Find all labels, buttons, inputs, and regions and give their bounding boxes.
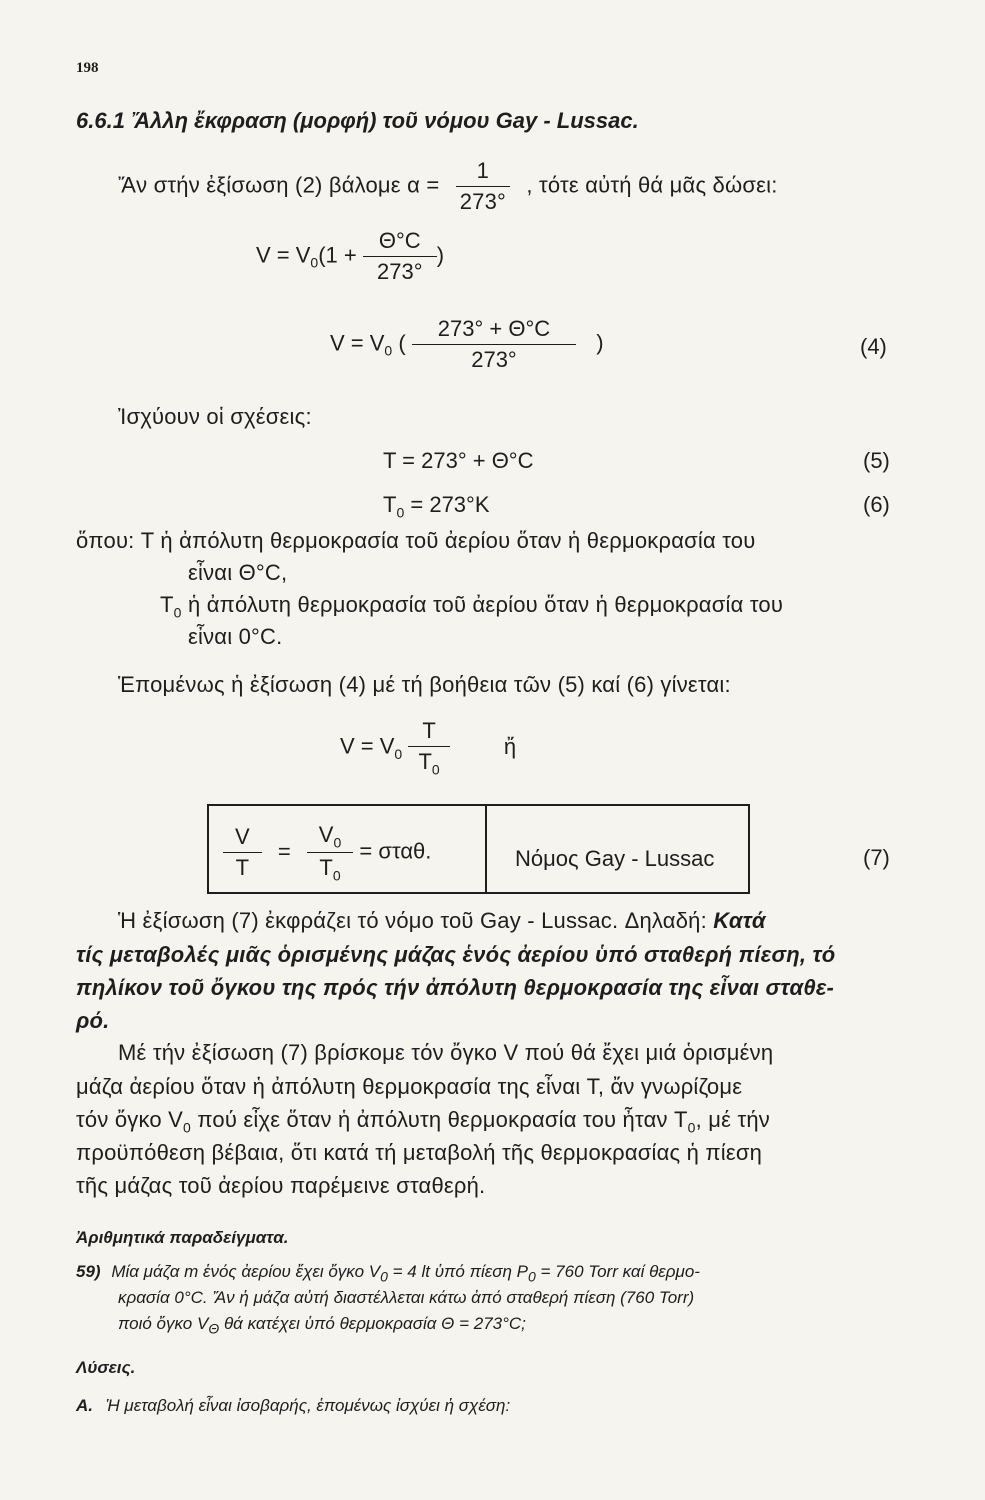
alpha-fraction xyxy=(456,158,510,215)
law-v0-over-t0 xyxy=(307,822,353,884)
intro-line xyxy=(118,158,778,215)
eq-b-den-sub: 0 xyxy=(431,761,440,778)
law-text-line-3: πηλίκον τοῦ ὄγκου της πρός τήν ἀπόλυτη θερμοκρασία της εἶναι σταθε- xyxy=(76,975,835,1000)
law-equals: = xyxy=(277,838,291,864)
intro-prefix: Ἄν στήν ἐξίσωση (2) βάλομε α = xyxy=(118,172,440,198)
eq4-fraction xyxy=(412,316,576,373)
eq-a-num: Θ°C xyxy=(363,228,437,257)
eq4-left: V = V xyxy=(330,330,385,356)
law-box xyxy=(207,804,750,894)
eq6-right: = 273°K xyxy=(410,492,490,517)
para2-l3c: , μέ τήν xyxy=(695,1107,771,1132)
law-text-line-4: ρό. xyxy=(76,1008,110,1033)
eq-a-open: (1 + xyxy=(318,242,357,268)
solutions-heading: Λύσεις. xyxy=(76,1358,136,1377)
eq4-open: ( xyxy=(398,330,406,356)
example-59-line-3 xyxy=(118,1314,526,1336)
eq5-label: (5) xyxy=(863,448,890,473)
eq-b-den: T xyxy=(418,749,432,774)
para2-l3b: πού εἶχε ὅταν ἡ ἀπόλυτη θερμοκρασία του ἦταν T xyxy=(191,1107,688,1132)
eq-b-sub: 0 xyxy=(394,745,403,762)
section-title: 6.6.1 Ἄλλη ἔκφραση (μορφή) τοῦ νόμου Gay - Lussac. xyxy=(76,108,639,133)
eq4-sub: 0 xyxy=(384,342,393,359)
example-59-l1a: Μία μάζα m ἑνός ἀερίου ἔχει ὄγκο V xyxy=(111,1262,381,1281)
law-text-bold-1: Κατά xyxy=(713,908,766,933)
example-59-l1sub2: 0 xyxy=(528,1268,536,1285)
solution-a xyxy=(76,1396,510,1416)
consequently-line: Ἑπομένως ἡ ἐξίσωση (4) μέ τή βοήθεια τῶν (5) καί (6) γίνεται: xyxy=(118,672,731,697)
example-59-line-1 xyxy=(76,1262,700,1284)
eq4-den: 273° xyxy=(471,347,517,372)
law-constant: = σταθ. xyxy=(359,838,432,864)
example-59-l3b: θά κατέχει ὑπό θερμοκρασία Θ = 273°C; xyxy=(219,1314,526,1333)
para2-line-2: μάζα ἀερίου ὅταν ἡ ἀπόλυτη θερμοκρασία της εἶναι T, ἄν γνωρίζομε xyxy=(76,1074,743,1099)
law-text-line-1 xyxy=(118,908,766,934)
equation-4 xyxy=(330,316,604,373)
example-59-number: 59) xyxy=(76,1262,101,1281)
intro-suffix: , τότε αὐτή θά μᾶς δώσει: xyxy=(526,172,778,198)
where-t: T xyxy=(160,592,174,617)
where-line-3-rest: ἡ ἀπόλυτη θερμοκρασία τοῦ ἀερίου ὅταν ἡ θερμοκρασία του xyxy=(181,592,784,617)
where-line-3 xyxy=(160,592,783,620)
eq4-close: ) xyxy=(596,330,604,356)
relations-heading: Ἰσχύουν οἱ σχέσεις: xyxy=(118,404,312,429)
example-59-line-2: κρασία 0°C. Ἄν ἡ μάζα αὐτή διαστέλλεται κάτω ἀπό σταθερή πίεση (760 Torr) xyxy=(118,1288,695,1307)
eq-a-sub: 0 xyxy=(310,254,319,271)
eq4-label: (4) xyxy=(860,334,887,359)
law-name: Νόμος Gay - Lussac xyxy=(515,846,715,871)
para2-line-5: τῆς μάζας τοῦ ἀερίου παρέμεινε σταθερή. xyxy=(76,1173,486,1198)
law-v0: V xyxy=(318,822,334,847)
para2-l3sub: 0 xyxy=(183,1119,192,1136)
law-v0-sub: 0 xyxy=(333,834,342,851)
equation-ratio xyxy=(340,718,516,777)
law-formula xyxy=(223,822,431,884)
equation-expansion xyxy=(256,228,444,285)
equation-6 xyxy=(383,492,490,520)
law-text-line-2: τίς μεταβολές μιᾶς ὁρισμένης μάζας ἑνός ἀερίου ὑπό σταθερή πίεση, τό xyxy=(76,942,836,967)
eq-a-fraction xyxy=(363,228,437,285)
eq4-num: 273° + Θ°C xyxy=(412,316,576,345)
solution-a-label: A. xyxy=(76,1396,93,1415)
para2-line-1: Μέ τήν ἐξίσωση (7) βρίσκομε τόν ὄγκο V πού θά ἔχει μιά ὁρισμένη xyxy=(118,1040,774,1065)
solution-a-text: Ἡ μεταβολή εἶναι ἰσοβαρής, ἑπομένως ἰσχύει ἡ σχέση: xyxy=(105,1396,511,1415)
examples-heading: Ἀριθμητικά παραδείγματα. xyxy=(76,1228,289,1247)
example-59-l3sub: Θ xyxy=(208,1320,220,1337)
example-59-l3a: ποιό ὄγκο V xyxy=(118,1314,209,1333)
para2-l3sub2: 0 xyxy=(687,1119,696,1136)
eq-b-left: V = V xyxy=(340,733,395,759)
example-59-l1sub: 0 xyxy=(380,1268,388,1285)
where-line-2: εἶναι Θ°C, xyxy=(188,560,288,585)
eq-b-num: T xyxy=(408,718,449,747)
law-t0: T xyxy=(319,855,333,881)
law-t: T xyxy=(235,855,250,881)
alpha-numerator: 1 xyxy=(456,158,510,187)
page-number: 198 xyxy=(76,60,99,76)
eq-a-close: ) xyxy=(436,242,445,268)
eq6-label: (6) xyxy=(863,492,890,517)
law-box-divider xyxy=(485,806,487,892)
law-text-normal: Ἡ ἐξίσωση (7) ἐκφράζει τό νόμο τοῦ Gay - Lussac. Δηλαδή: xyxy=(118,908,707,933)
law-label: (7) xyxy=(863,845,890,870)
para2-l3a: τόν ὄγκο V xyxy=(76,1107,184,1132)
where-line-4: εἶναι 0°C. xyxy=(188,624,283,649)
law-v-over-t xyxy=(223,824,262,881)
example-59-l1b: = 4 lt ὑπό πίεση P xyxy=(387,1262,528,1281)
eq-a-left: V = V xyxy=(256,242,311,268)
eq6-left: T xyxy=(383,492,397,517)
eq6-sub: 0 xyxy=(396,504,405,521)
eq-b-fraction xyxy=(408,718,449,777)
para2-line-3 xyxy=(76,1107,770,1135)
law-t0-sub: 0 xyxy=(332,867,341,884)
example-59-l1c: = 760 Torr καί θερμο- xyxy=(535,1262,700,1281)
alpha-denominator: 273° xyxy=(459,189,507,214)
para2-line-4: προϋπόθεση βέβαια, ὅτι κατά τή μεταβολή τῆς θερμοκρασίας ἡ πίεση xyxy=(76,1140,763,1165)
eq-a-den: 273° xyxy=(377,259,423,284)
where-t-sub: 0 xyxy=(173,604,182,621)
eq-b-or: ἤ xyxy=(503,733,517,759)
equation-5: T = 273° + Θ°C xyxy=(383,448,534,473)
law-v: V xyxy=(223,824,262,853)
where-line-1: ὅπου: T ἡ ἀπόλυτη θερμοκρασία τοῦ ἀερίου ὅταν ἡ θερμοκρασία του xyxy=(76,528,756,553)
